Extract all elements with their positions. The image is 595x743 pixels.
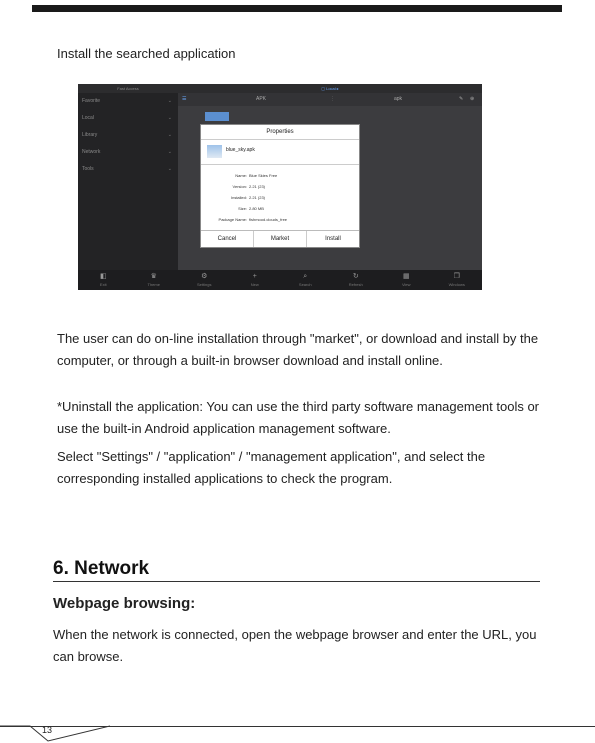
path-label[interactable]: APK: [256, 96, 267, 102]
section-caption: Install the searched application: [57, 46, 236, 61]
field-installed: Installed: 2.21 (23): [230, 195, 266, 200]
market-button[interactable]: Market: [254, 231, 307, 247]
chevron-down-icon: ⌄: [167, 166, 172, 172]
gear-icon: ⚙: [201, 273, 208, 280]
theme-icon: ♛: [150, 273, 157, 280]
chevron-down-icon: ⌄: [167, 132, 172, 138]
install-button[interactable]: Install: [325, 236, 341, 242]
location-strip: ▢ Local ▸: [178, 84, 482, 93]
file-item-selected[interactable]: [205, 112, 229, 121]
sidebar-item-library[interactable]: [78, 127, 178, 144]
theme-button[interactable]: ♛ Theme: [129, 270, 180, 290]
dialog-filename: blue_sky.apk: [226, 147, 255, 153]
chevron-down-icon: ⌄: [167, 149, 172, 155]
view-button[interactable]: ▦ View: [381, 270, 432, 290]
app-thumbnail-icon: [207, 145, 222, 158]
sidebar-item-label: Network: [82, 149, 101, 155]
field-package-name: Package Name: fishmood.clouds_free: [218, 217, 288, 222]
refresh-button[interactable]: ↻ Refresh: [331, 270, 382, 290]
exit-icon: ◧: [99, 273, 107, 280]
paragraph-browsing: When the network is connected, open the webpage browser and enter the URL, you can browse.: [53, 627, 537, 664]
refresh-icon: ↻: [352, 273, 359, 280]
page-number: 13: [42, 725, 53, 735]
paragraph-uninstall: *Uninstall the application: You can use the third party software management tools or use the built-in Android application management software.: [57, 399, 540, 436]
field-version: Version: 2.21 (23): [232, 184, 266, 189]
cancel-button[interactable]: Cancel: [201, 231, 254, 247]
filter-label[interactable]: apk: [394, 96, 403, 102]
edit-icon[interactable]: ✎: [459, 96, 464, 102]
field-size: Size: 2.80 MB: [238, 206, 264, 211]
sidebar-item-local[interactable]: [78, 110, 178, 127]
heading-rule: [53, 581, 540, 582]
add-circle-icon[interactable]: ⊕: [470, 96, 475, 102]
sidebar-item-tools[interactable]: [78, 161, 178, 178]
dialog-title: Properties: [201, 125, 359, 140]
field-name: Name: Blue Skies Free: [235, 173, 278, 178]
page-tab-shape: [0, 724, 110, 743]
properties-dialog: [200, 124, 360, 248]
toolbar: [178, 93, 482, 106]
chevron-down-icon: ⌄: [167, 115, 172, 121]
dialog-buttons: [201, 230, 359, 247]
search-icon: ⌕: [303, 273, 308, 280]
menu-icon[interactable]: ☰: [182, 96, 187, 102]
grid-icon: ▦: [402, 273, 410, 280]
chevron-down-icon: ⌄: [167, 98, 172, 104]
app-screenshot: [78, 84, 482, 290]
sidebar-item-label: Library: [82, 132, 98, 138]
windows-icon: ❐: [453, 273, 460, 280]
sidebar-item-favorite[interactable]: [78, 93, 178, 110]
separator-icon: ⋮: [330, 96, 335, 102]
paragraph-settings: Select "Settings" / "application" / "management application", and select the corresponding installed applications to check the program.: [57, 449, 486, 486]
bottom-toolbar: [78, 270, 482, 290]
dialog-file-row: [201, 140, 359, 165]
sidebar-item-label: Favorite: [82, 98, 101, 104]
sidebar-item-label: Tools: [82, 166, 94, 172]
subsection-heading: Webpage browsing:: [53, 595, 196, 612]
search-button[interactable]: ⌕ Search: [280, 270, 331, 290]
exit-button[interactable]: ◧ Exit: [78, 270, 129, 290]
header-bar: [32, 5, 562, 12]
paragraph-install: The user can do on-line installation through "market", or download and install by the computer, or through a built-in browser download and install online.: [57, 331, 539, 368]
windows-button[interactable]: ❐ Windows: [432, 270, 483, 290]
section-heading: 6. Network: [53, 558, 150, 579]
sidebar-item-network[interactable]: [78, 144, 178, 161]
new-button[interactable]: + New: [230, 270, 281, 290]
sidebar-header: Fast Access: [78, 84, 178, 93]
sidebar-item-label: Local: [82, 115, 94, 121]
sidebar: [78, 84, 178, 270]
settings-button[interactable]: ⚙ Settings: [179, 270, 230, 290]
plus-icon: +: [252, 273, 257, 280]
